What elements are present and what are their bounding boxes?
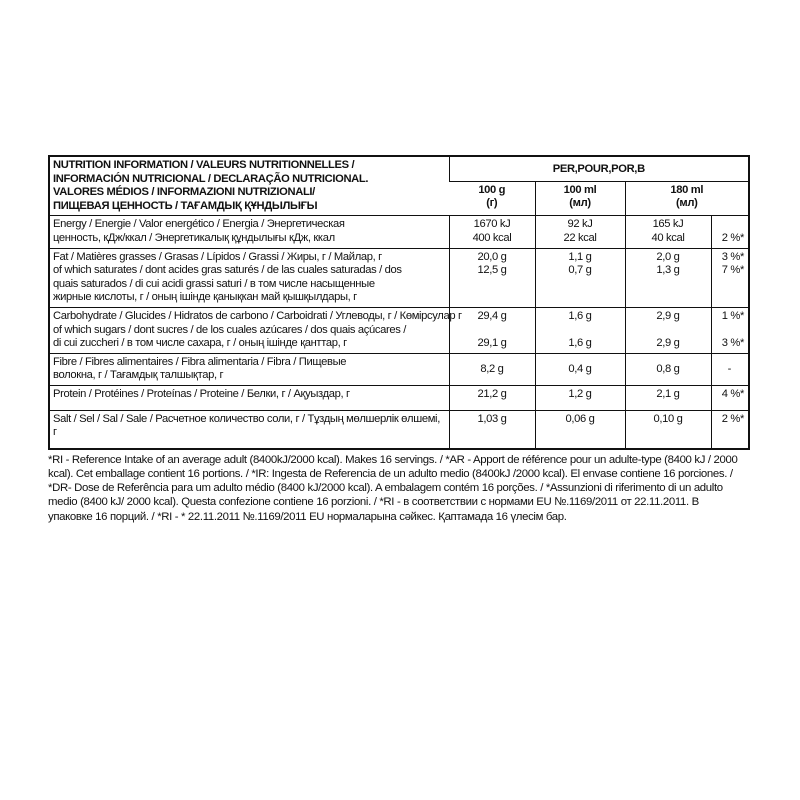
row-label: Fibre / Fibres alimentaires / Fibra alimentaria / Fibra / Пищевые волокна, г / Тағамдық талшықтар, г <box>49 353 449 385</box>
col-header-100g: 100 g (г) <box>449 181 535 216</box>
table-row-carbohydrate: Carbohydrate / Glucides / Hidratos de carbono / Carboidrati / Углеводы, г / Көмірсулар г of which sugars / dont sucres / de los cuales azúcares / dos quais açúcares / di cui zuccheri / в том числе сахара, г / оның ішінде қанттар, г 29,4 g 29,1 g 1,6 g 1,6 g 2,9 g 2,9 g 1 %* 3 %* <box>49 307 749 353</box>
per-header: PER,POUR,POR,В <box>449 156 749 181</box>
nutrition-panel <box>48 155 748 524</box>
nutrition-table <box>48 155 750 450</box>
col-header-100ml: 100 ml (мл) <box>535 181 625 216</box>
row-label: Fat / Matières grasses / Grasas / Lípidos / Grassi / Жиры, г / Майлар, г of which saturates / dont acides gras saturés / de las cuales saturadas / dos quais saturados / di cui acidi grassi saturi / в том числе насыщенные жирные кислоты, г / оның ішінде қанықкан май қышқылдары, г <box>49 248 449 307</box>
row-label: Protein / Protéines / Proteínas / Proteine / Белки, г / Ақуыздар, г <box>49 385 449 410</box>
row-label: Salt / Sel / Sal / Sale / Расчетное количество соли, г / Тұздың мөлшерлік өлшемі, г <box>49 410 449 449</box>
row-label: Energy / Energie / Valor energético / Energia / Энергетическая ценность, кДж/ккал / Энергетикалық құндылығы кДж, ккал <box>49 216 449 248</box>
table-header-row <box>49 156 749 181</box>
table-row-protein: Protein / Protéines / Proteínas / Proteine / Белки, г / Ақуыздар, г 21,2 g 1,2 g 2,1 g 4 %* <box>49 385 749 410</box>
table-row-fibre: Fibre / Fibres alimentaires / Fibra alimentaria / Fibra / Пищевые волокна, г / Тағамдық талшықтар, г 8,2 g 0,4 g 0,8 g - <box>49 353 749 385</box>
table-title: NUTRITION INFORMATION / VALEURS NUTRITIONNELLES / INFORMACIÓN NUTRICIONAL / DECLARAÇÃO NUTRICIONAL. VALORES MÉDIOS / INFORMAZIONI NUTRIZIONALI/ ПИЩЕВАЯ ЦЕННОСТЬ / ТАҒАМДЫҚ ҚҰНДЫЛЫҒЫ <box>53 159 369 212</box>
reference-intake-footnote: *RI - Reference Intake of an average adult (8400kJ/2000 kcal). Makes 16 servings. / *AR - Apport de référence pour un adulte-type (8400 kJ / 2000 kcal). Cet emballage contient 16 portions. / *IR: Ingesta de Referencia de un adulto medio (8400kJ /2000 kcal). El envase contiene 16 porciones. / *DR- Dose de Referência para um adulto médio (8400 kJ/2000 kcal). A embalagem contém 16 porções. / *Assunzioni di riferimento di un adulto medio (8400 kJ/ 2000 kcal). Questa confezione contiene 16 porzioni. / *RI - в соответствии с нормами EU №.1169/2011 от 22.11.2011. В упаковке 16 порций. / *RI - * 22.11.2011 №.1169/2011 EU нормаларына сәйкес. Қаптамада 16 үлесім бар. <box>48 453 738 523</box>
table-row-salt: Salt / Sel / Sal / Sale / Расчетное количество соли, г / Тұздың мөлшерлік өлшемі, г 1,03 g 0,06 g 0,10 g 2 %* <box>49 410 749 449</box>
table-row-fat: Fat / Matières grasses / Grasas / Lípidos / Grassi / Жиры, г / Майлар, г of which saturates / dont acides gras saturés / de las cuales saturadas / dos quais saturados / di cui acidi grassi saturi / в том числе насыщенные жирные кислоты, г / оның ішінде қанықкан май қышқылдары, г 20,0 g 12,5 g 1,1 g 0,7 g 2,0 g 1,3 g 3 %* 7 %* <box>49 248 749 307</box>
col-header-180ml: 180 ml (мл) <box>625 181 749 216</box>
table-row-energy: Energy / Energie / Valor energético / Energia / Энергетическая ценность, кДж/ккал / Энергетикалық құндылығы кДж, ккал 1670 kJ 400 kcal 92 kJ 22 kcal 165 kJ 40 kcal 2 %* <box>49 216 749 248</box>
row-label: Carbohydrate / Glucides / Hidratos de carbono / Carboidrati / Углеводы, г / Көмірсулар г of which sugars / dont sucres / de los cuales azúcares / dos quais açúcares / di cui zuccheri / в том числе сахара, г / оның ішінде қанттар, г <box>49 307 449 353</box>
